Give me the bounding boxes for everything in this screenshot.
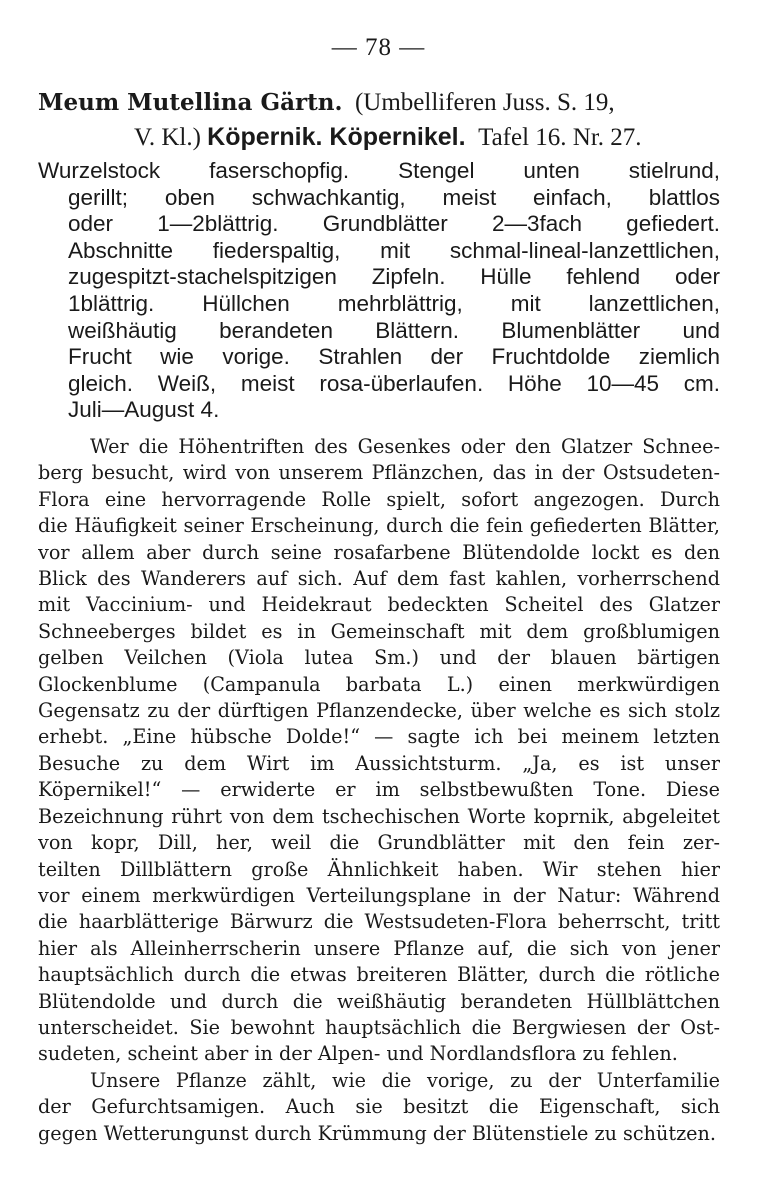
prose-text (38, 434, 720, 1147)
description-line: Abschnitte fiederspaltig, mit schmal-lineal-lanzettlichen, (68, 237, 720, 263)
prose-line: die Häufigkeit seiner Erscheinung, durch die fein gefiederten Blätter, (38, 514, 720, 538)
plate-reference: Tafel 16. Nr. 27. (478, 124, 642, 151)
prose-line: Köpernikel!“ — erwiderte er im selbstbewußten Tone. Diese (38, 778, 720, 802)
common-names: Köpernik. Köpernikel. (207, 123, 466, 151)
prose-line: hauptsächlich durch die etwas breiteren Blätter, durch die rötliche (38, 963, 720, 987)
family-info: (Umbelliferen Juss. S. 19, (354, 89, 615, 116)
prose-line: unterscheidet. Sie bewohnt hauptsächlich die Bergwiesen der Ost- (38, 1015, 720, 1039)
prose-line: vor allem aber durch seine rosafarbene Blütendolde lockt es den (38, 540, 720, 564)
prose-line: erhebt. „Eine hübsche Dolde!“ — sagte ich bei meinem letzten (38, 725, 720, 749)
class-info: V. Kl.) (134, 124, 201, 151)
description-line: Juli—August 4. (68, 397, 220, 423)
prose-line: Unsere Pflanze zählt, wie die vorige, zu der Unterfamilie (90, 1068, 720, 1092)
description-line: weißhäutig berandeten Blättern. Blumenblätter und (68, 317, 720, 343)
species-heading-line-1 (38, 86, 720, 120)
description-line: 1blättrig. Hüllchen mehrblättrig, mit lanzettlichen, (68, 290, 720, 316)
description-line: zugespitzt-stachelspitzigen Zipfeln. Hülle fehlend oder (68, 264, 720, 290)
prose-line: gegen Wetterungunst durch Krümmung der Blütenstiele zu schützen. (38, 1121, 716, 1145)
prose-line: die haarblätterige Bärwurz die Westsudeten-Flora beherrscht, tritt (38, 910, 720, 934)
prose-line: Blick des Wanderers auf sich. Auf dem fast kahlen, vorherrschend (38, 567, 720, 591)
prose-line: Blütendolde und durch die weißhäutig berandeten Hüllblättchen (38, 989, 720, 1013)
description-line: Frucht wie vorige. Strahlen der Fruchtdolde ziemlich (68, 344, 720, 370)
prose-line: Wer die Höhentriften des Gesenkes oder den Glatzer Schnee- (90, 435, 720, 458)
page-number: — 78 — (331, 34, 426, 61)
prose-line: vor einem merkwürdigen Verteilungsplane in der Natur: Während (38, 883, 720, 907)
prose-line: berg besucht, wird von unserem Pflänzchen, das in der Ostsudeten- (38, 461, 720, 485)
prose-line: der Gefurchtsamigen. Auch sie besitzt die Eigenschaft, sich (38, 1095, 720, 1119)
description-line: Wurzelstock faserschopfig. Stengel unten stielrund, (38, 158, 720, 183)
prose-line: von kopr, Dill, her, weil die Grundblätter mit den fein zer- (38, 831, 720, 855)
prose-line: gelben Veilchen (Viola lutea Sm.) und der blauen bärtigen (38, 646, 720, 670)
prose-line: Flora eine hervorragende Rolle spielt, sofort angezogen. Durch (38, 487, 720, 511)
description-line: gleich. Weiß, meist rosa-überlaufen. Höhe 10—45 cm. (68, 370, 720, 396)
description-line: gerillt; oben schwachkantig, meist einfach, blattlos (68, 184, 720, 210)
botanical-description (38, 158, 720, 424)
description-line: oder 1—2blättrig. Grundblätter 2—3fach gefiedert. (68, 211, 720, 237)
prose-line: Besuche zu dem Wirt im Aussichtsturm. „Ja, es ist unser (38, 751, 720, 775)
prose-line: Bezeichnung rührt von dem tschechischen Worte koprnik, abgeleitet (38, 804, 720, 828)
prose-line: Glockenblume (Campanula barbata L.) einen merkwürdigen (38, 672, 720, 696)
prose-line: sudeten, scheint aber in der Alpen- und Nordlandsflora zu fehlen. (38, 1042, 678, 1066)
prose-line: teilten Dillblättern große Ähnlichkeit haben. Wir stehen hier (38, 857, 720, 881)
prose-line: mit Vaccinium- und Heidekraut bedeckten Scheitel des Glatzer (38, 593, 720, 617)
prose-line: Schneeberges bildet es in Gemeinschaft mit dem großblumigen (38, 619, 720, 643)
latin-name: Meum Mutellina Gärtn. (38, 89, 343, 116)
species-heading (38, 86, 720, 155)
species-heading-line-2 (38, 120, 720, 155)
prose-line: hier als Alleinherrscherin unsere Pflanze auf, die sich von jener (38, 936, 720, 960)
prose-line: Gegensatz zu der dürftigen Pflanzendecke, über welche es sich stolz (38, 699, 720, 723)
